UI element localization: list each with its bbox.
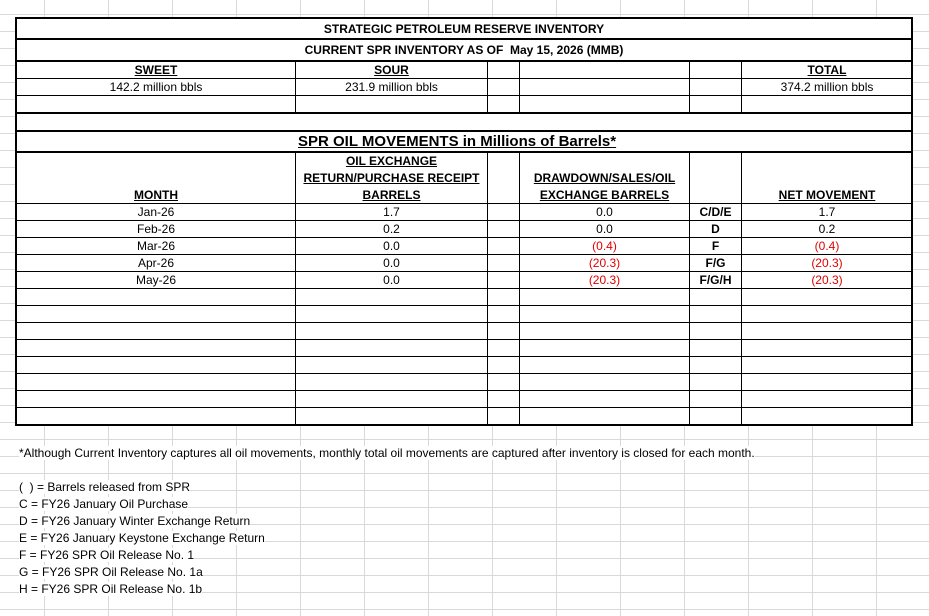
row-exchange: 0.0 [383, 239, 400, 253]
col-exchange-header-line1: OIL EXCHANGE [345, 153, 438, 168]
sour-label: SOUR [374, 63, 409, 77]
movements-title: SPR OIL MOVEMENTS in Millions of Barrels* [298, 133, 617, 150]
row-net: (20.3) [811, 273, 843, 287]
row-month: Mar-26 [136, 239, 175, 253]
row-drawdown: (20.3) [588, 256, 621, 270]
row-drawdown: (20.3) [588, 273, 621, 287]
row-exchange: 1.7 [383, 205, 400, 219]
sweet-value: 142.2 million bbls [109, 80, 203, 94]
sweet-label: SWEET [134, 63, 178, 77]
legend-item: G = FY26 SPR Oil Release No. 1a [19, 565, 203, 579]
page-title: STRATEGIC PETROLEUM RESERVE INVENTORY [323, 21, 605, 36]
col-drawdown-header-line1: DRAWDOWN/SALES/OIL [533, 170, 676, 185]
legend-item: D = FY26 January Winter Exchange Return [19, 514, 251, 528]
row-code: F/G [705, 256, 726, 270]
legend-item: H = FY26 SPR Oil Release No. 1b [19, 582, 203, 596]
row-net: 0.2 [818, 222, 836, 236]
col-exchange-header-line3: BARRELS [362, 187, 421, 202]
total-value: 374.2 million bbls [780, 80, 874, 94]
legend-item: ( ) = Barrels released from SPR [19, 480, 191, 494]
row-drawdown: 0.0 [596, 222, 613, 236]
row-code: C/D/E [699, 205, 732, 219]
col-net-header: NET MOVEMENT [778, 187, 876, 202]
row-code: D [711, 222, 720, 236]
row-month: May-26 [135, 273, 176, 287]
row-code: F/G/H [699, 273, 732, 287]
row-exchange: 0.0 [383, 273, 400, 287]
legend-item: E = FY26 January Keystone Exchange Return [19, 531, 265, 545]
row-month: Jan-26 [137, 205, 175, 219]
footnote: *Although Current Inventory captures all oil movements, monthly total oil movements are captured after inventory is closed for each month. [19, 446, 755, 460]
legend-item: F = FY26 SPR Oil Release No. 1 [19, 548, 195, 562]
row-exchange: 0.0 [383, 256, 400, 270]
row-code: F [711, 239, 720, 253]
row-month: Apr-26 [137, 256, 175, 270]
row-net: (0.4) [814, 239, 840, 253]
col-exchange-header-line2: RETURN/PURCHASE RECEIPT [303, 170, 480, 185]
row-drawdown: (0.4) [592, 239, 617, 253]
sour-value: 231.9 million bbls [345, 80, 438, 94]
row-exchange: 0.2 [383, 222, 400, 236]
col-month-header: MONTH [134, 187, 178, 202]
legend-item: C = FY26 January Oil Purchase [19, 497, 189, 511]
col-drawdown-header-line2: EXCHANGE BARRELS [539, 187, 670, 202]
row-month: Feb-26 [136, 222, 176, 236]
total-label: TOTAL [807, 63, 847, 77]
row-net: 1.7 [818, 205, 836, 219]
row-net: (20.3) [811, 256, 843, 270]
inventory-date-heading: CURRENT SPR INVENTORY AS OF May 15, 2026 (MMB) [304, 43, 624, 57]
row-drawdown: 0.0 [596, 205, 613, 219]
